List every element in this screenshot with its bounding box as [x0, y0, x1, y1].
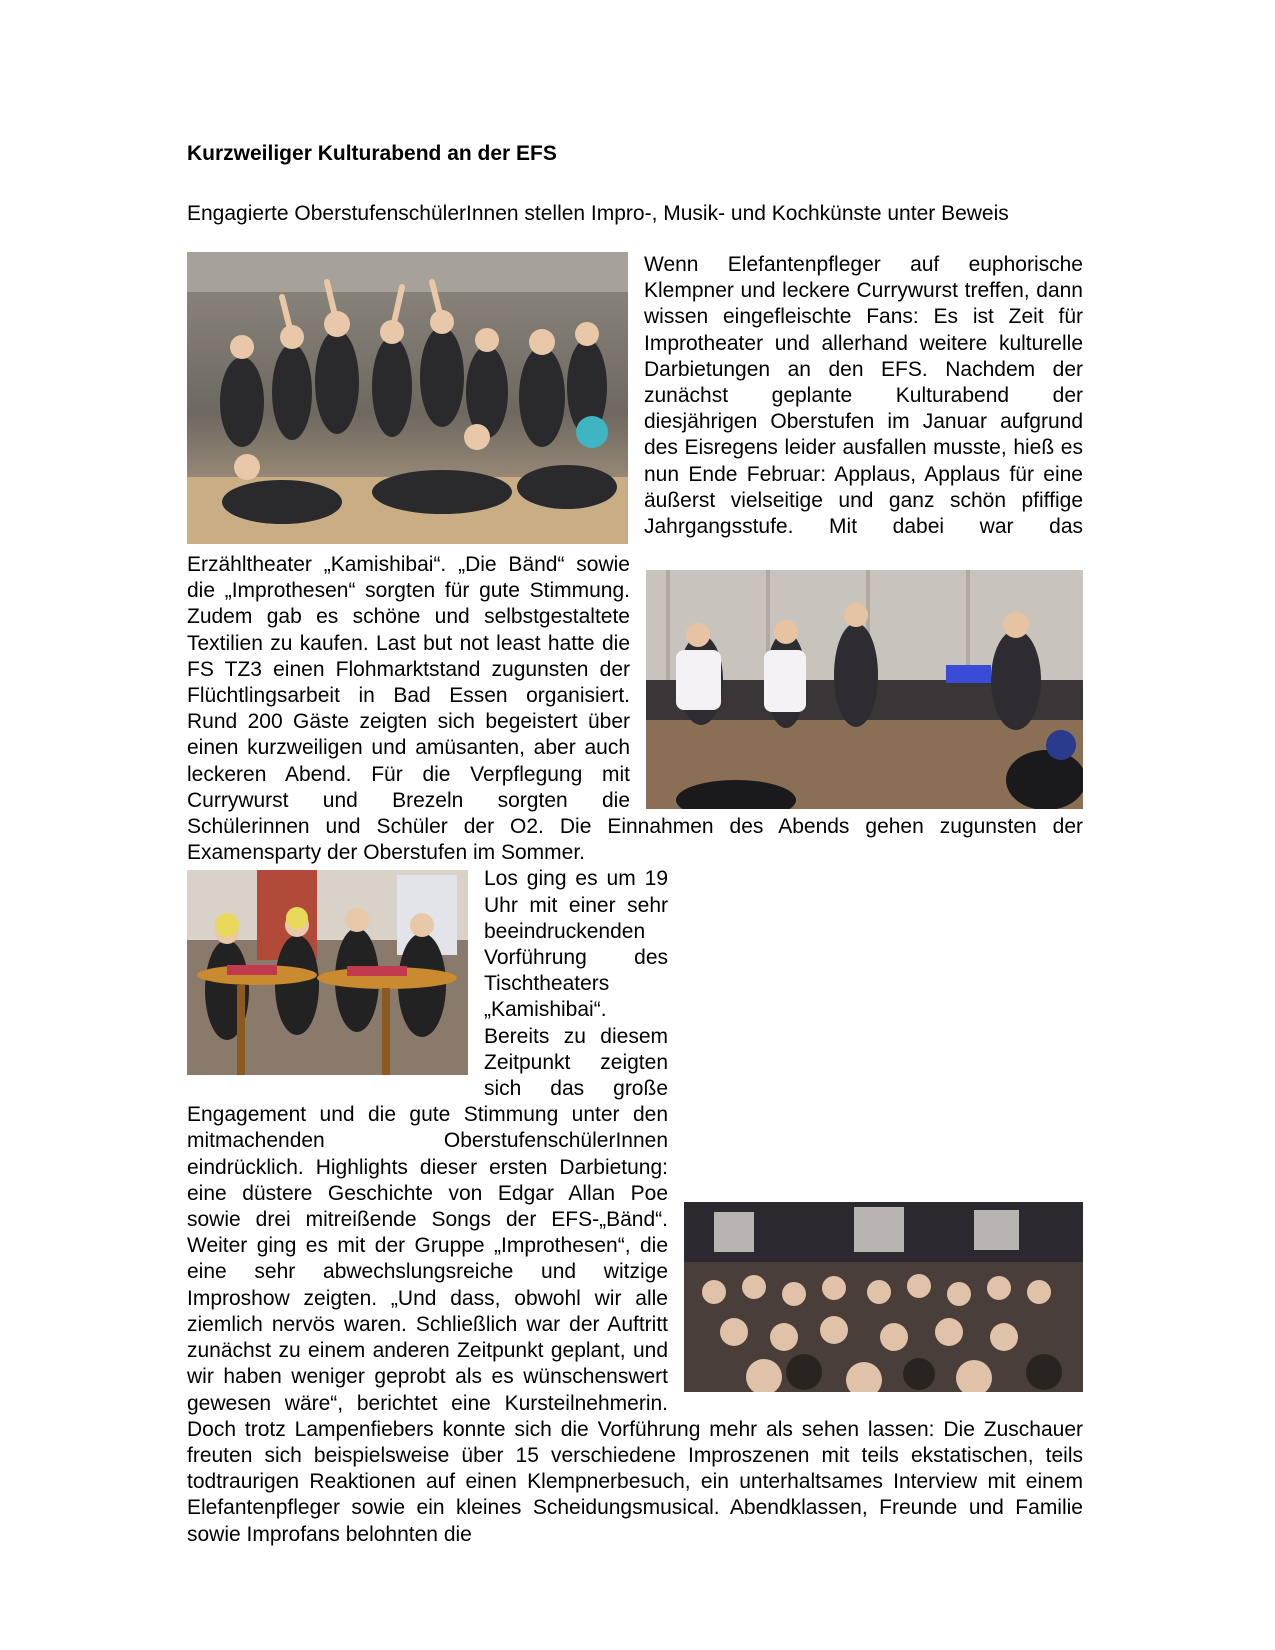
photo-textile-stand [187, 870, 468, 1075]
article-paragraph-2: Los ging es um 19 Uhr mit einer sehr beeindruckenden Vorführung des Tischtheaters „Kamishibai“. Bereits zu diesem Zeitpunkt zeigten sich das große Engagement und die gute Stimmung unter den mitmachenden OberstufenschülerInnen eindrücklich. Highlights dieser ersten Darbietung: eine düstere Geschichte von Edgar Allan Poe sowie drei mitreißende Songs der EFS-„Bänd“. Weiter ging es mit der Gruppe „Improthesen“, die eine sehr abwechslungsreiche und witzige Improshow zeigten. „Und dass, obwohl wir alle ziemlich nervös waren. Schließlich war der Auftritt zunächst zu einem anderen Zeitpunkt geplant, und wir haben weniger geprobt als es wünschenswert gewesen wäre“, berichtet eine Kursteilnehmerin. Doch trotz Lampenfiebers konnte sich die Vorführung mehr als sehen lassen: Die Zuschauer freuten sich beispielsweise über 15 verschiedene Improszenen mit teils ekstatischen, teils todtraurigen Reaktionen auf einen Klempnerbesuch, ein unterhaltsames Interview mit einem Elefantenpfleger sowie ein kleines Scheidungsmusical. Abendklassen, Freunde und Familie sowie Improfans belohnten die [187, 867, 1083, 1546]
article-title: Kurzweiliger Kulturabend an der EFS [187, 142, 557, 165]
photo-audience [684, 1202, 1083, 1392]
photo-theater-group [187, 252, 628, 544]
photo-band-stage [646, 570, 1083, 809]
article-body [187, 252, 1083, 1548]
article-paragraph-1: Wenn Elefantenpfleger auf euphorische Klempner und leckere Currywurst treffen, dann wissen eingefleischte Fans: Es ist Zeit für Improtheater und allerhand weitere kulturelle Darbietungen an den EFS. Nachdem der zunächst geplante Kulturabend der diesjährigen Oberstufen im Januar aufgrund des Eisregens leider ausfallen musste, hieß es nun Ende Februar: Applaus, Applaus für eine äußerst vielseitige und ganz schön pfiffige Jahrgangsstufe. Mit dabei war das Erzähltheater „Kamishibai“. „Die Bänd“ sowie die „Improthesen“ sorgten für gute Stimmung. Zudem gab es schöne und selbstgestaltete Textilien zu kaufen. Last but not least hatte die FS TZ3 einen Flohmarktstand zugunsten der Flüchtlingsarbeit in Bad Essen organisiert. Rund 200 Gäste zeigten sich begeistert über einen kurzweiligen und amüsanten, aber auch leckeren Abend. Für die Verpflegung mit Currywurst und Brezeln sorgten die Schülerinnen und Schüler der O2. Die Einnahmen des Abends gehen zugunsten der Examensparty der Oberstufen im Sommer. [187, 252, 1083, 866]
article-subtitle: Engagierte OberstufenschülerInnen stellen Impro-, Musik- und Kochkünste unter Beweis [187, 202, 1009, 225]
